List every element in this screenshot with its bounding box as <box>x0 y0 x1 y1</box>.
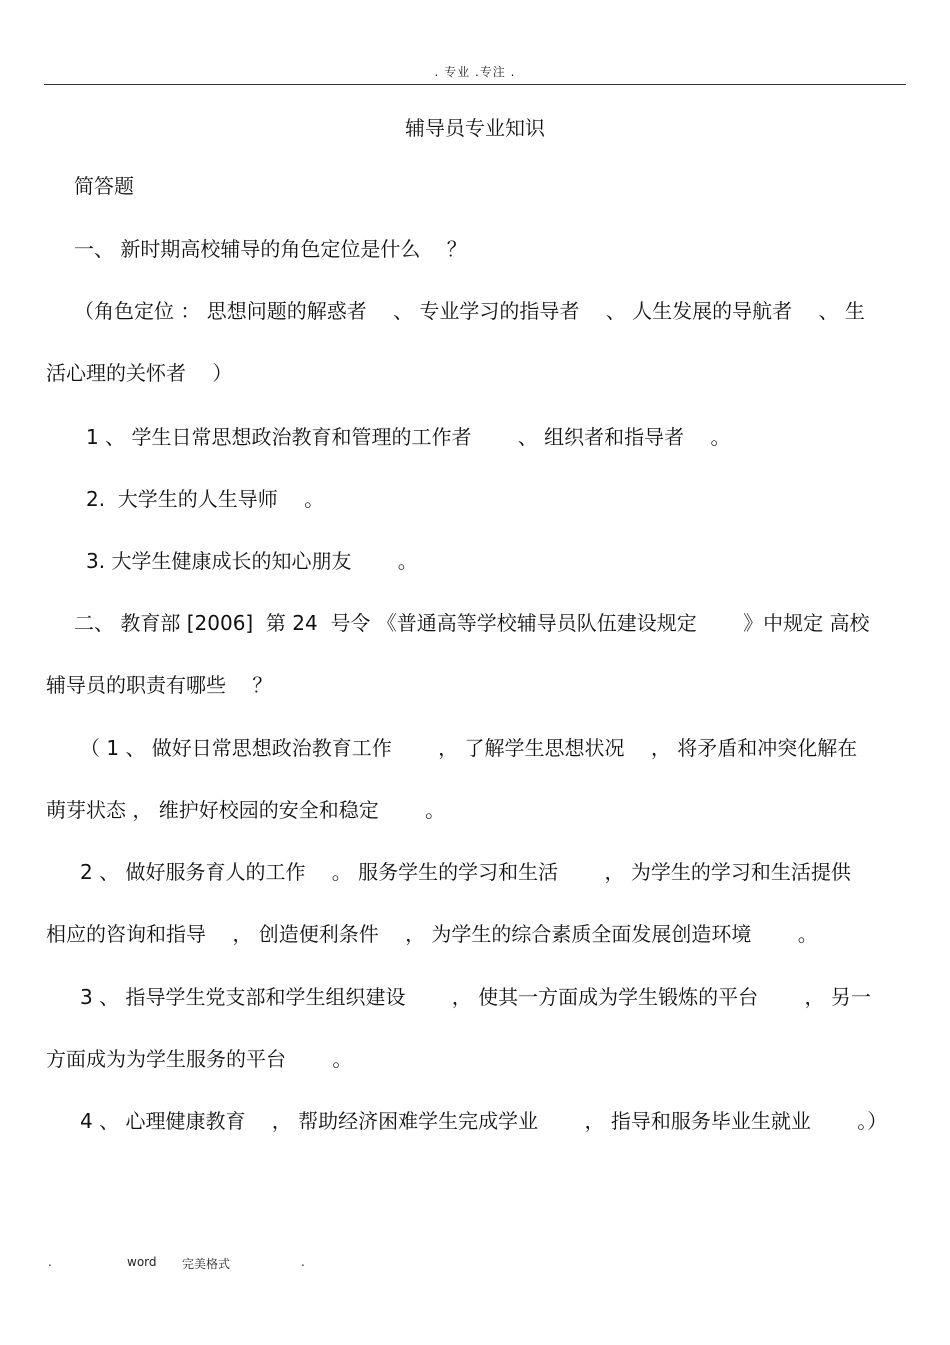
answer-2-item-3-line-1: 3 、 指导学生党支部和学生组织建设 ， 使其一方面成为学生锻炼的平台 ， 另一 <box>80 985 871 1009</box>
answer-1-item-3: 3. 大学生健康成长的知心朋友 。 <box>86 549 418 573</box>
document-title: 辅导员专业知识 <box>405 116 545 140</box>
footer-format: 完美格式 <box>182 1257 231 1271</box>
answer-2-item-3-line-2: 方面成为为学生服务的平台 。 <box>46 1047 353 1071</box>
footer-dot-right: . <box>301 1255 305 1269</box>
section-heading: 简答题 <box>74 174 134 198</box>
answer-1-line-1: （角色定位 ： 思想问题的解惑者 、 专业学习的指导者 、 人生发展的导航者 、 生 <box>74 299 865 323</box>
question-2-line-1: 二、 教育部 [2006] 第 24 号令 《普通高等学校辅导员队伍建设规定 》中规定 高校 <box>74 611 870 635</box>
header-divider <box>44 84 906 85</box>
answer-2-item-4: 4 、 心理健康教育 ， 帮助经济困难学生完成学业 ， 指导和服务毕业生就业 。） <box>80 1109 888 1133</box>
question-2-line-2: 辅导员的职责有哪些 ？ <box>46 673 273 697</box>
footer-word: word <box>127 1255 157 1269</box>
answer-1-item-2: 2. 大学生的人生导师 。 <box>86 487 325 511</box>
answer-2-item-2-line-1: 2 、 做好服务育人的工作 。 服务学生的学习和生活 ， 为学生的学习和生活提供 <box>80 860 851 884</box>
answer-1-line-2: 活心理的关怀者 ） <box>46 361 233 385</box>
question-1: 一、 新时期高校辅导的角色定位是什么 ？ <box>74 237 467 261</box>
answer-2-item-1-line-2: 萌芽状态 ， 维护好校园的安全和稳定 。 <box>46 798 446 822</box>
answer-2-item-2-line-2: 相应的咨询和指导 ， 创造便利条件 ， 为学生的综合素质全面发展创造环境 。 <box>46 922 818 946</box>
answer-1-item-1: 1 、 学生日常思想政治教育和管理的工作者 、 组织者和指导者 。 <box>86 425 731 449</box>
footer-dot-left: . <box>48 1255 52 1269</box>
page-header: . 专业 .专注 . <box>434 65 516 79</box>
answer-2-item-1-line-1: （ 1 、 做好日常思想政治教育工作 ， 了解学生思想状况 ， 将矛盾和冲突化解在 <box>80 736 858 760</box>
